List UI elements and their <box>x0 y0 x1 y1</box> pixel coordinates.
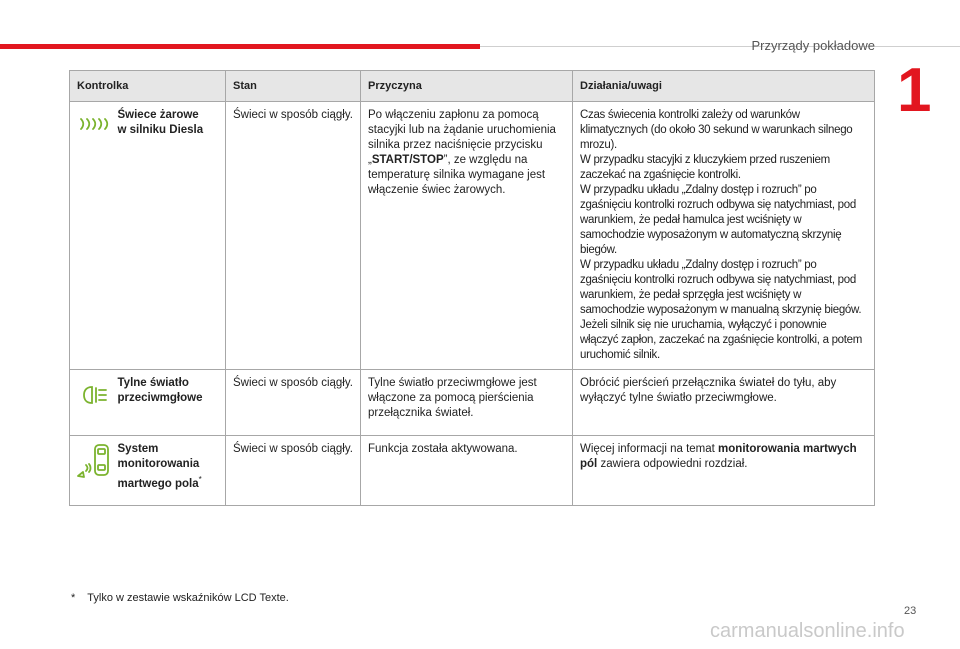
column-header-stan: Stan <box>226 71 361 102</box>
action-cell: Więcej informacji na temat monitorowania martwych pól zawiera odpowiedni rozdział. <box>573 436 875 506</box>
page-number: 23 <box>904 605 917 617</box>
cause-cell: Po włączeniu zapłonu za pomocą stacyjki lub na żądanie uruchomienia silnika przez naciśnięcie przycisku „START/STOP”, ze względu na temperaturę silnika wymagane jest włączenie świec żarowych. <box>361 102 573 370</box>
header-accent-bar <box>0 44 480 49</box>
action-note: Jeżeli silnik się nie uruchamia, wyłączyć i ponownie włączyć zapłon, zaczekać na zgaśnięcie kontrolki, a potem uruchomić silnik. <box>580 319 863 361</box>
action-note: W przypadku układu „Zdalny dostęp i rozruch” po zgaśnięciu kontrolki rozruch odbywa się natychmiast, pod warunkiem, że pedał sprzęgła jest wciśnięty w samochodzie wyposażonym w manualną skrzynię biegów. <box>580 259 862 316</box>
icon-cell <box>70 436 116 506</box>
indicator-name: Tylne światło przeciwmgłowe <box>116 370 226 436</box>
action-cell: Obrócić pierścień przełącznika świateł do tyłu, aby wyłączyć tylne światło przeciwmgłowe. <box>573 370 875 436</box>
table-row-rear-fog-light <box>70 370 875 436</box>
warning-lights-table <box>69 70 875 506</box>
state-cell: Świeci w sposób ciągły. <box>226 102 361 370</box>
state-cell: Świeci w sposób ciągły. <box>226 436 361 506</box>
icon-cell <box>70 102 116 370</box>
action-note: W przypadku układu „Zdalny dostęp i rozruch” po zgaśnięciu kontrolki rozruch odbywa się natychmiast, pod warunkiem, że pedał hamulca jest wciśnięty w samochodzie wyposażonym w automatyczną skrzynię biegów. <box>580 184 856 256</box>
glow-plug-icon <box>79 116 109 132</box>
table-header-row <box>70 71 875 102</box>
chapter-number: 1 <box>897 56 932 125</box>
state-cell: Świeci w sposób ciągły. <box>226 370 361 436</box>
rear-fog-light-icon <box>82 384 108 406</box>
action-note: W przypadku stacyjki z kluczykiem przed ruszeniem zaczekać na zgaśnięcie kontrolki. <box>580 154 830 181</box>
watermark: carmanualsonline.info <box>710 620 905 642</box>
footnote: * Tylko w zestawie wskaźników LCD Texte. <box>71 592 289 604</box>
cause-cell: Tylne światło przeciwmgłowe jest włączone za pomocą pierścienia przełącznika świateł. <box>361 370 573 436</box>
indicator-name: Świece żarowe w silniku Diesla <box>116 102 226 370</box>
table-row-glow-plugs <box>70 102 875 370</box>
action-cell <box>573 102 875 370</box>
table-row-blind-spot <box>70 436 875 506</box>
blind-spot-monitoring-icon <box>75 442 111 480</box>
chapter-title: Przyrządy pokładowe <box>751 38 875 53</box>
cause-cell: Funkcja została aktywowana. <box>361 436 573 506</box>
column-header-przyczyna: Przyczyna <box>361 71 573 102</box>
column-header-dzialania: Działania/uwagi <box>573 71 875 102</box>
header-divider <box>480 46 960 47</box>
icon-cell <box>70 370 116 436</box>
indicator-name: System monitorowania martwego pola* <box>116 436 226 506</box>
action-note: Czas świecenia kontrolki zależy od warunków klimatycznych (do około 30 sekund w warunkach silnego mrozu). <box>580 109 853 151</box>
column-header-kontrolka: Kontrolka <box>70 71 226 102</box>
